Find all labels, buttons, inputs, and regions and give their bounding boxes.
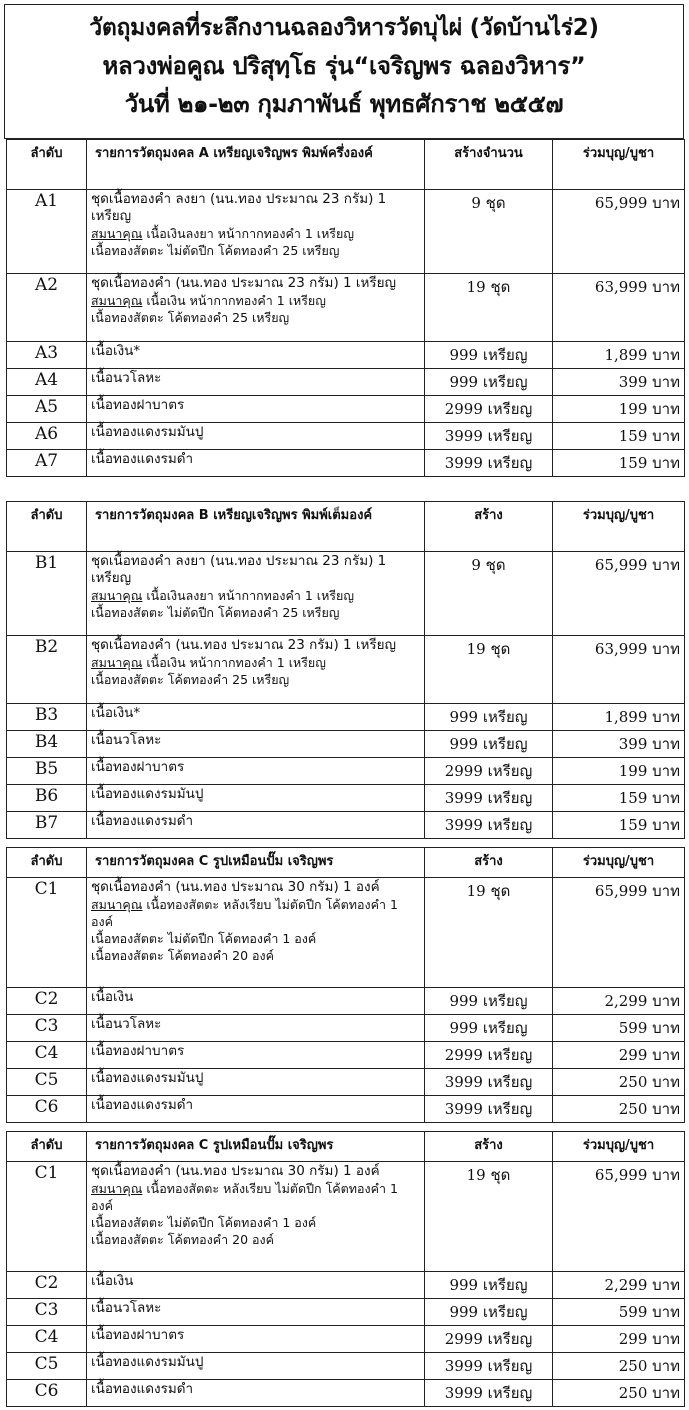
item-quantity: 2999 เหรียญ bbox=[425, 1326, 553, 1353]
item-description bbox=[87, 423, 425, 450]
table-row bbox=[7, 342, 685, 369]
item-price: 250 บาท bbox=[553, 1353, 685, 1380]
table-row bbox=[7, 1042, 685, 1069]
table-header-row bbox=[7, 1132, 685, 1162]
item-code: B6 bbox=[7, 785, 87, 812]
bonus-extra-line: เนื้อทองสัตตะ โค้ตทองคำ 25 เหรียญ bbox=[91, 310, 290, 325]
table-row bbox=[7, 190, 685, 274]
item-code: B7 bbox=[7, 812, 87, 839]
bonus-label: สมนาคุณ bbox=[91, 655, 143, 670]
item-main-text: ชุดเนื้อทองคำ (นน.ทอง ประมาณ 30 กรัม) 1 องค์ bbox=[91, 1163, 380, 1179]
item-price: 299 บาท bbox=[553, 1326, 685, 1353]
table-row bbox=[7, 1015, 685, 1042]
item-quantity: 999 เหรียญ bbox=[425, 1299, 553, 1326]
item-price: 65,999 บาท bbox=[553, 552, 685, 636]
item-main-text: เนื้อทองแดงรมดำ bbox=[91, 451, 194, 467]
item-description bbox=[87, 190, 425, 274]
item-price: 299 บาท bbox=[553, 1042, 685, 1069]
bonus-line bbox=[91, 896, 420, 930]
header-item: รายการวัตถุมงคล B เหรียญเจริญพร พิมพ์เต็มองค์ bbox=[87, 502, 425, 552]
item-main-text: เนื้อนวโลหะ bbox=[91, 1300, 162, 1316]
item-quantity: 3999 เหรียญ bbox=[425, 1096, 553, 1123]
item-quantity: 2999 เหรียญ bbox=[425, 396, 553, 423]
item-quantity: 2999 เหรียญ bbox=[425, 1042, 553, 1069]
table-row bbox=[7, 988, 685, 1015]
item-code: A7 bbox=[7, 450, 87, 477]
item-quantity: 19 ชุด bbox=[425, 274, 553, 342]
header-item: รายการวัตถุมงคล C รูปเหมือนปั๊ม เจริญพร bbox=[87, 1132, 425, 1162]
item-code: C1 bbox=[7, 878, 87, 988]
item-description bbox=[87, 988, 425, 1015]
price-table bbox=[6, 139, 685, 477]
item-code: C4 bbox=[7, 1326, 87, 1353]
item-price: 399 บาท bbox=[553, 369, 685, 396]
header-order: ลำดับ bbox=[7, 502, 87, 552]
table-row bbox=[7, 274, 685, 342]
item-price: 599 บาท bbox=[553, 1299, 685, 1326]
item-price: 65,999 บาท bbox=[553, 1162, 685, 1272]
bonus-label: สมนาคุณ bbox=[91, 897, 143, 912]
item-quantity: 3999 เหรียญ bbox=[425, 1069, 553, 1096]
table-row bbox=[7, 369, 685, 396]
item-description bbox=[87, 878, 425, 988]
item-code: A3 bbox=[7, 342, 87, 369]
item-quantity: 3999 เหรียญ bbox=[425, 1380, 553, 1407]
table-row bbox=[7, 1069, 685, 1096]
item-description bbox=[87, 758, 425, 785]
title-line-2: หลวงพ่อคูณ ปริสุทฺโธ รุ่น“เจริญพร ฉลองวิหาร” bbox=[102, 52, 586, 80]
header-price: ร่วมบุญ/บูชา bbox=[553, 848, 685, 878]
item-description bbox=[87, 812, 425, 839]
header-price: ร่วมบุญ/บูชา bbox=[553, 1132, 685, 1162]
item-code: C2 bbox=[7, 1272, 87, 1299]
item-description bbox=[87, 396, 425, 423]
header-price: ร่วมบุญ/บูชา bbox=[553, 140, 685, 190]
item-description bbox=[87, 1096, 425, 1123]
item-price: 1,899 บาท bbox=[553, 704, 685, 731]
item-description bbox=[87, 552, 425, 636]
table-row bbox=[7, 731, 685, 758]
table-row bbox=[7, 636, 685, 704]
item-main-text: เนื้อทองแดงรมดำ bbox=[91, 1097, 194, 1113]
item-quantity: 19 ชุด bbox=[425, 636, 553, 704]
item-quantity: 19 ชุด bbox=[425, 1162, 553, 1272]
item-main-text: เนื้อทองฝาบาตร bbox=[91, 759, 185, 775]
item-code: C4 bbox=[7, 1042, 87, 1069]
table-header-row bbox=[7, 140, 685, 190]
bonus-text: เนื้อเงิน หน้ากากทองคำ 1 เหรียญ bbox=[142, 655, 326, 670]
item-main-text: เนื้อทองแดงรมมันปู bbox=[91, 1070, 204, 1086]
item-description bbox=[87, 1162, 425, 1272]
item-main-text: เนื้อทองแดงรมมันปู bbox=[91, 1354, 204, 1370]
item-code: B3 bbox=[7, 704, 87, 731]
item-main-text: ชุดเนื้อทองคำ ลงยา (นน.ทอง ประมาณ 23 กรัม) 1 เหรียญ bbox=[91, 191, 387, 224]
item-quantity: 3999 เหรียญ bbox=[425, 785, 553, 812]
bonus-text: เนื้อเงิน หน้ากากทองคำ 1 เหรียญ bbox=[142, 293, 326, 308]
header-item: รายการวัตถุมงคล C รูปเหมือนปั๊ม เจริญพร bbox=[87, 848, 425, 878]
item-description bbox=[87, 1326, 425, 1353]
bonus-text: เนื้อทองสัตตะ หลังเรียบ ไม่ตัดปีก โค้ตทองคำ 1 องค์ bbox=[91, 1181, 398, 1213]
bonus-extra-line: เนื้อทองสัตตะ โค้ตทองคำ 20 องค์ bbox=[91, 1232, 274, 1247]
item-main-text: เนื้อนวโลหะ bbox=[91, 370, 162, 386]
bonus-text: เนื้อเงินลงยา หน้ากากทองคำ 1 เหรียญ bbox=[142, 226, 354, 241]
bonus-line bbox=[91, 225, 420, 242]
item-main-text: เนื้อทองฝาบาตร bbox=[91, 397, 185, 413]
bonus-text: เนื้อเงินลงยา หน้ากากทองคำ 1 เหรียญ bbox=[142, 588, 354, 603]
item-quantity: 999 เหรียญ bbox=[425, 704, 553, 731]
table-row bbox=[7, 1299, 685, 1326]
document-header bbox=[4, 4, 684, 139]
item-main-text: เนื้อเงิน* bbox=[91, 705, 141, 721]
item-main-text: ชุดเนื้อทองคำ (นน.ทอง ประมาณ 23 กรัม) 1 เหรียญ bbox=[91, 275, 397, 291]
price-table bbox=[6, 847, 685, 1123]
bonus-line bbox=[91, 654, 420, 671]
item-quantity: 999 เหรียญ bbox=[425, 731, 553, 758]
item-code: A4 bbox=[7, 369, 87, 396]
table-row bbox=[7, 758, 685, 785]
bonus-label: สมนาคุณ bbox=[91, 588, 143, 603]
item-price: 250 บาท bbox=[553, 1380, 685, 1407]
item-main-text: เนื้อเงิน bbox=[91, 1273, 134, 1289]
item-description bbox=[87, 1015, 425, 1042]
item-description bbox=[87, 369, 425, 396]
item-description bbox=[87, 785, 425, 812]
item-quantity: 999 เหรียญ bbox=[425, 369, 553, 396]
item-description bbox=[87, 1042, 425, 1069]
item-code: C5 bbox=[7, 1069, 87, 1096]
item-quantity: 3999 เหรียญ bbox=[425, 812, 553, 839]
table-row bbox=[7, 423, 685, 450]
item-price: 199 บาท bbox=[553, 396, 685, 423]
item-description bbox=[87, 1353, 425, 1380]
title-line-3: วันที่ ๒๑-๒๓ กุมภาพันธ์ พุทธศักราช ๒๕๕๗ bbox=[124, 90, 564, 118]
item-price: 63,999 บาท bbox=[553, 636, 685, 704]
item-code: C1 bbox=[7, 1162, 87, 1272]
item-code: C3 bbox=[7, 1015, 87, 1042]
bonus-extra-line: เนื้อทองสัตตะ โค้ตทองคำ 25 เหรียญ bbox=[91, 672, 290, 687]
item-quantity: 2999 เหรียญ bbox=[425, 758, 553, 785]
item-price: 63,999 บาท bbox=[553, 274, 685, 342]
header-order: ลำดับ bbox=[7, 848, 87, 878]
item-main-text: ชุดเนื้อทองคำ (นน.ทอง ประมาณ 23 กรัม) 1 เหรียญ bbox=[91, 637, 397, 653]
item-main-text: เนื้อทองแดงรมดำ bbox=[91, 813, 194, 829]
bonus-label: สมนาคุณ bbox=[91, 226, 143, 241]
bonus-line bbox=[91, 587, 420, 604]
table-header-row bbox=[7, 848, 685, 878]
table-row bbox=[7, 785, 685, 812]
bonus-line bbox=[91, 1180, 420, 1214]
item-code: B4 bbox=[7, 731, 87, 758]
item-code: A2 bbox=[7, 274, 87, 342]
item-price: 159 บาท bbox=[553, 450, 685, 477]
item-quantity: 3999 เหรียญ bbox=[425, 1353, 553, 1380]
item-description bbox=[87, 450, 425, 477]
item-price: 65,999 บาท bbox=[553, 190, 685, 274]
item-price: 2,299 บาท bbox=[553, 988, 685, 1015]
item-main-text: เนื้อทองแดงรมมันปู bbox=[91, 424, 204, 440]
table-row bbox=[7, 1272, 685, 1299]
table-row bbox=[7, 1353, 685, 1380]
item-price: 199 บาท bbox=[553, 758, 685, 785]
table-row bbox=[7, 1162, 685, 1272]
item-code: C5 bbox=[7, 1353, 87, 1380]
item-code: C6 bbox=[7, 1380, 87, 1407]
header-quantity: สร้าง bbox=[425, 1132, 553, 1162]
item-price: 399 บาท bbox=[553, 731, 685, 758]
item-code: B2 bbox=[7, 636, 87, 704]
header-order: ลำดับ bbox=[7, 140, 87, 190]
item-quantity: 3999 เหรียญ bbox=[425, 423, 553, 450]
item-code: C2 bbox=[7, 988, 87, 1015]
table-row bbox=[7, 878, 685, 988]
item-description bbox=[87, 731, 425, 758]
item-quantity: 9 ชุด bbox=[425, 190, 553, 274]
item-main-text: เนื้อเงิน* bbox=[91, 343, 141, 359]
bonus-text: เนื้อทองสัตตะ หลังเรียบ ไม่ตัดปีก โค้ตทองคำ 1 องค์ bbox=[91, 897, 398, 929]
price-table bbox=[6, 501, 685, 839]
title-line-1: วัตถุมงคลที่ระลึกงานฉลองวิหารวัดบุไผ่ (วัดบ้านไร่2) bbox=[89, 15, 599, 41]
item-description bbox=[87, 1299, 425, 1326]
item-quantity: 999 เหรียญ bbox=[425, 342, 553, 369]
item-description bbox=[87, 636, 425, 704]
table-row bbox=[7, 1326, 685, 1353]
bonus-extra-line: เนื้อทองสัตตะ ไม่ตัดปีก โค้ตทองคำ 1 องค์ bbox=[91, 931, 317, 946]
table-row bbox=[7, 812, 685, 839]
header-order: ลำดับ bbox=[7, 1132, 87, 1162]
header-item: รายการวัตถุมงคล A เหรียญเจริญพร พิมพ์ครึ่งองค์ bbox=[87, 140, 425, 190]
item-price: 159 บาท bbox=[553, 423, 685, 450]
table-row bbox=[7, 1380, 685, 1407]
table-row bbox=[7, 552, 685, 636]
item-main-text: ชุดเนื้อทองคำ (นน.ทอง ประมาณ 30 กรัม) 1 องค์ bbox=[91, 879, 380, 895]
item-code: B5 bbox=[7, 758, 87, 785]
bonus-line bbox=[91, 292, 420, 309]
header-quantity: สร้าง bbox=[425, 502, 553, 552]
item-main-text: เนื้อนวโลหะ bbox=[91, 732, 162, 748]
item-price: 1,899 บาท bbox=[553, 342, 685, 369]
item-description bbox=[87, 1069, 425, 1096]
item-price: 250 บาท bbox=[553, 1069, 685, 1096]
item-quantity: 9 ชุด bbox=[425, 552, 553, 636]
item-code: C3 bbox=[7, 1299, 87, 1326]
item-price: 2,299 บาท bbox=[553, 1272, 685, 1299]
item-main-text: เนื้อทองฝาบาตร bbox=[91, 1327, 185, 1343]
item-code: A5 bbox=[7, 396, 87, 423]
item-description bbox=[87, 704, 425, 731]
table-row bbox=[7, 704, 685, 731]
item-quantity: 3999 เหรียญ bbox=[425, 450, 553, 477]
item-price: 250 บาท bbox=[553, 1096, 685, 1123]
bonus-extra-line: เนื้อทองสัตตะ โค้ตทองคำ 20 องค์ bbox=[91, 948, 274, 963]
item-price: 159 บาท bbox=[553, 812, 685, 839]
item-description bbox=[87, 1272, 425, 1299]
bonus-extra-line: เนื้อทองสัตตะ ไม่ตัดปีก โค้ตทองคำ 25 เหรียญ bbox=[91, 605, 340, 620]
item-code: A1 bbox=[7, 190, 87, 274]
table-header-row bbox=[7, 502, 685, 552]
item-quantity: 19 ชุด bbox=[425, 878, 553, 988]
item-quantity: 999 เหรียญ bbox=[425, 1272, 553, 1299]
item-main-text: เนื้อเงิน bbox=[91, 989, 134, 1005]
item-main-text: เนื้อทองฝาบาตร bbox=[91, 1043, 185, 1059]
header-quantity: สร้าง bbox=[425, 848, 553, 878]
item-price: 65,999 บาท bbox=[553, 878, 685, 988]
item-main-text: ชุดเนื้อทองคำ ลงยา (นน.ทอง ประมาณ 23 กรัม) 1 เหรียญ bbox=[91, 553, 387, 586]
table-row bbox=[7, 450, 685, 477]
item-main-text: เนื้อทองแดงรมดำ bbox=[91, 1381, 194, 1397]
item-main-text: เนื้อทองแดงรมมันปู bbox=[91, 786, 204, 802]
bonus-extra-line: เนื้อทองสัตตะ ไม่ตัดปีก โค้ตทองคำ 25 เหรียญ bbox=[91, 243, 340, 258]
bonus-extra-line: เนื้อทองสัตตะ ไม่ตัดปีก โค้ตทองคำ 1 องค์ bbox=[91, 1215, 317, 1230]
item-quantity: 999 เหรียญ bbox=[425, 1015, 553, 1042]
item-description bbox=[87, 342, 425, 369]
item-price: 599 บาท bbox=[553, 1015, 685, 1042]
price-table bbox=[6, 1131, 685, 1407]
header-quantity: สร้างจำนวน bbox=[425, 140, 553, 190]
table-row bbox=[7, 1096, 685, 1123]
item-quantity: 999 เหรียญ bbox=[425, 988, 553, 1015]
item-code: B1 bbox=[7, 552, 87, 636]
bonus-label: สมนาคุณ bbox=[91, 1181, 143, 1196]
item-price: 159 บาท bbox=[553, 785, 685, 812]
table-row bbox=[7, 396, 685, 423]
item-description bbox=[87, 274, 425, 342]
bonus-label: สมนาคุณ bbox=[91, 293, 143, 308]
item-main-text: เนื้อนวโลหะ bbox=[91, 1016, 162, 1032]
item-description bbox=[87, 1380, 425, 1407]
header-price: ร่วมบุญ/บูชา bbox=[553, 502, 685, 552]
item-code: A6 bbox=[7, 423, 87, 450]
item-code: C6 bbox=[7, 1096, 87, 1123]
